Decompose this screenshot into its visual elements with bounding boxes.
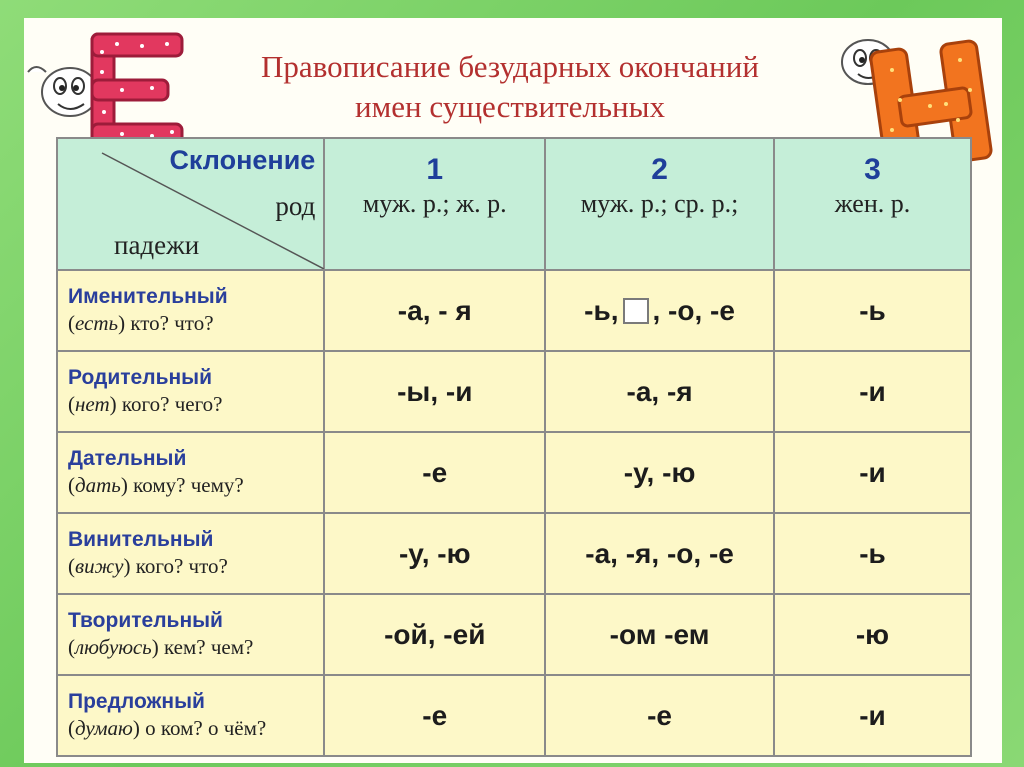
case-name: Творительный bbox=[68, 609, 223, 632]
declension-genders: жен. р. bbox=[834, 189, 911, 218]
declension-number: 2 bbox=[651, 153, 668, 186]
aux-word: есть bbox=[75, 311, 119, 335]
ending-cell: -а, -я, -о, -е bbox=[545, 513, 774, 594]
ending-cell: -ой, -ей bbox=[324, 594, 545, 675]
ending-cell: -ом -ем bbox=[545, 594, 774, 675]
ending-cell: -и bbox=[774, 351, 971, 432]
zero-ending-box-icon bbox=[623, 298, 649, 324]
case-question: (любуюсь) кем? чем? bbox=[68, 635, 254, 659]
declension-label: Склонение bbox=[169, 145, 316, 175]
ending-cell: -е bbox=[324, 432, 545, 513]
table-row bbox=[57, 594, 971, 675]
aux-word: вижу bbox=[75, 554, 124, 578]
case-cell bbox=[57, 351, 324, 432]
title-line-2: имен существительных bbox=[355, 89, 665, 124]
table-row bbox=[57, 513, 971, 594]
ending-cell: -а, - я bbox=[324, 270, 545, 351]
aux-word: думаю bbox=[75, 716, 133, 740]
ending-cell: -и bbox=[774, 432, 971, 513]
column-header-2 bbox=[545, 138, 774, 270]
case-question: (нет) кого? чего? bbox=[68, 392, 223, 416]
case-cell bbox=[57, 675, 324, 756]
question-words: кого? что? bbox=[135, 554, 228, 578]
header-row bbox=[57, 138, 971, 270]
table-row bbox=[57, 675, 971, 756]
case-cell bbox=[57, 432, 324, 513]
column-header-3 bbox=[774, 138, 971, 270]
column-header-1 bbox=[324, 138, 545, 270]
case-question: (дать) кому? чему? bbox=[68, 473, 244, 497]
ending-cell: -у, -ю bbox=[545, 432, 774, 513]
declension-number: 3 bbox=[864, 153, 881, 186]
declension-genders: муж. р.; ср. р.; bbox=[580, 189, 739, 218]
table-row bbox=[57, 270, 971, 351]
case-name: Родительный bbox=[68, 366, 213, 389]
declension-number: 1 bbox=[426, 153, 444, 186]
cases-label: падежи bbox=[114, 230, 200, 260]
case-question: (думаю) о ком? о чём? bbox=[68, 716, 267, 740]
ending-cell: -е bbox=[545, 675, 774, 756]
case-name: Дательный bbox=[68, 447, 187, 470]
case-question: (есть) кто? что? bbox=[68, 311, 214, 335]
question-words: о ком? о чём? bbox=[145, 716, 267, 740]
aux-word: любуюсь bbox=[75, 635, 152, 659]
ending-part: -ь, bbox=[584, 294, 619, 326]
case-name: Предложный bbox=[68, 690, 205, 713]
case-question: (вижу) кого? что? bbox=[68, 554, 228, 578]
ending-cell: -ь bbox=[774, 270, 971, 351]
case-cell bbox=[57, 270, 324, 351]
question-words: кого? чего? bbox=[121, 392, 223, 416]
table-row bbox=[57, 432, 971, 513]
gender-label: род bbox=[275, 191, 316, 221]
question-words: кем? чем? bbox=[163, 635, 254, 659]
ending-part: , -о, -е bbox=[652, 294, 735, 326]
question-words: кто? что? bbox=[130, 311, 214, 335]
table-row bbox=[57, 351, 971, 432]
corner-cell bbox=[57, 138, 324, 270]
case-name: Именительный bbox=[68, 285, 228, 308]
ending-cell: -е bbox=[324, 675, 545, 756]
aux-word: дать bbox=[75, 473, 121, 497]
question-words: кому? чему? bbox=[133, 473, 244, 497]
case-cell bbox=[57, 594, 324, 675]
case-cell bbox=[57, 513, 324, 594]
ending-cell: -у, -ю bbox=[324, 513, 545, 594]
ending-cell: -а, -я bbox=[545, 351, 774, 432]
ending-cell: -ы, -и bbox=[324, 351, 545, 432]
ending-cell: -ю bbox=[774, 594, 971, 675]
aux-word: нет bbox=[75, 392, 110, 416]
ending-cell: -и bbox=[774, 675, 971, 756]
ending-cell bbox=[545, 270, 774, 351]
endings-table bbox=[56, 137, 972, 757]
case-name: Винительный bbox=[68, 528, 214, 551]
declension-genders: муж. р.; ж. р. bbox=[362, 189, 507, 218]
ending-cell: -ь bbox=[774, 513, 971, 594]
title-line-1: Правописание безударных окончаний bbox=[261, 49, 759, 84]
